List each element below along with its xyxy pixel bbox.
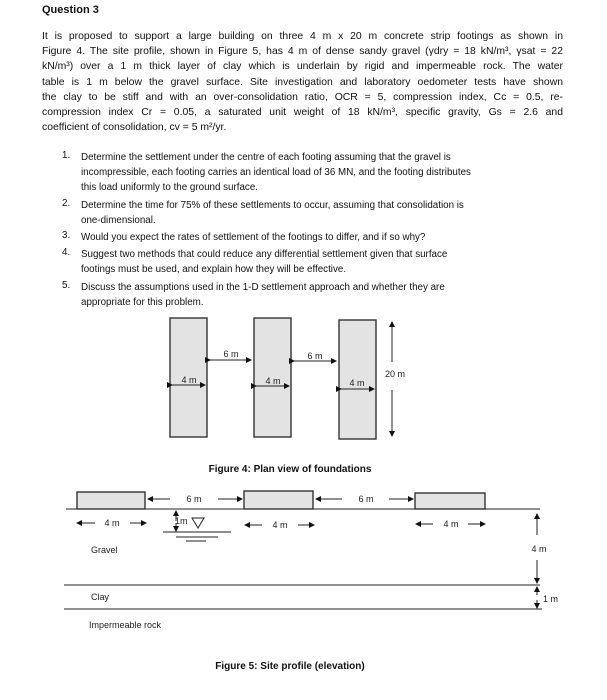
width-label: 4 m (349, 378, 365, 388)
question-text-line: Discuss the assumptions used in the 1-D settlement approach and whether they are (81, 281, 445, 293)
paragraph-line: table is 1 m below the gravel surface. Site investigation and laboratory oedometer tests have shown (42, 76, 563, 88)
question-number: 4. (62, 247, 71, 259)
figure-4-caption: Figure 4: Plan view of foundations (208, 464, 372, 475)
spacing-label: 6 m (186, 494, 202, 504)
paragraph-line: compression index Cr = 0.05, a saturated unit weight of 18 kN/m³, specific gravity, Gs = 2.6 and (42, 106, 563, 118)
paragraph-line: kN/m³) over a 1 m thick layer of clay which is underlain by rigid and impermeable rock. The water (42, 61, 563, 73)
figure-5-caption: Figure 5: Site profile (elevation) (215, 661, 365, 672)
question-number: 3. (62, 229, 71, 241)
paragraph-line: Figure 4. The site profile, shown in Figure 5, has 4 m of dense sandy gravel (γdry = 18 kN/m³, γsat = 22 (42, 46, 563, 58)
figure-4-plan-view (170, 318, 405, 475)
question-number: 5. (62, 279, 71, 291)
width-label: 4 m (272, 520, 288, 530)
question-text-line: incompressible, each footing carries an identical load of 36 MN, and the footing distributes (81, 167, 471, 179)
question-number: 1. (62, 150, 71, 161)
clay-label: Clay (91, 592, 110, 602)
rock-label: Impermeable rock (89, 620, 162, 630)
width-label: 4 m (104, 518, 120, 528)
question-text-line: this load uniformly to the ground surface. (81, 182, 258, 194)
paragraph-line: It is proposed to support a large building on three 4 m x 20 m concrete strip footings as shown in (42, 31, 563, 42)
question-text-line: footings must be used, and explain how they will be effective. (81, 264, 347, 276)
footing-elevation-3 (415, 493, 485, 509)
spacing-label: 6 m (307, 351, 323, 361)
gravel-thickness-label: 4 m (531, 544, 547, 554)
gravel-label: Gravel (91, 545, 118, 555)
water-depth-label: 1m (175, 516, 188, 526)
footing-elevation-2 (244, 491, 313, 509)
question-text-line: one-dimensional. (81, 214, 156, 226)
width-label: 4 m (443, 519, 459, 529)
question-text-line: Suggest two methods that could reduce any differential settlement given that surface (81, 249, 448, 261)
footing-elevation-1 (77, 492, 145, 509)
spacing-label: 6 m (358, 494, 374, 504)
question-text-line: appropriate for this problem. (81, 296, 204, 308)
paragraph-line: the clay to be stiff and with an over-consolidation ratio, OCR = 5, compression index, Cc = 0.5, re- (42, 91, 563, 103)
figure-5-site-profile (64, 491, 558, 672)
question-text-line: Would you expect the rates of settlement of the footings to differ, and if so why? (81, 231, 426, 243)
clay-thickness-label: 1 m (543, 594, 559, 604)
width-label: 4 m (181, 375, 197, 385)
paragraph-line: coefficient of consolidation, cv = 5 m²/yr. (42, 122, 227, 134)
width-label: 4 m (265, 376, 281, 386)
question-text-line: Determine the time for 75% of these settlements to occur, assuming that consolidation is (81, 199, 464, 211)
water-table-icon (192, 518, 204, 528)
question-text-line: Determine the settlement under the centre of each footing assuming that the gravel is (81, 152, 451, 163)
question-number: 2. (62, 197, 71, 209)
length-label: 20 m (384, 369, 406, 379)
spacing-label: 6 m (223, 349, 239, 359)
question-heading: Question 3 (42, 4, 99, 16)
